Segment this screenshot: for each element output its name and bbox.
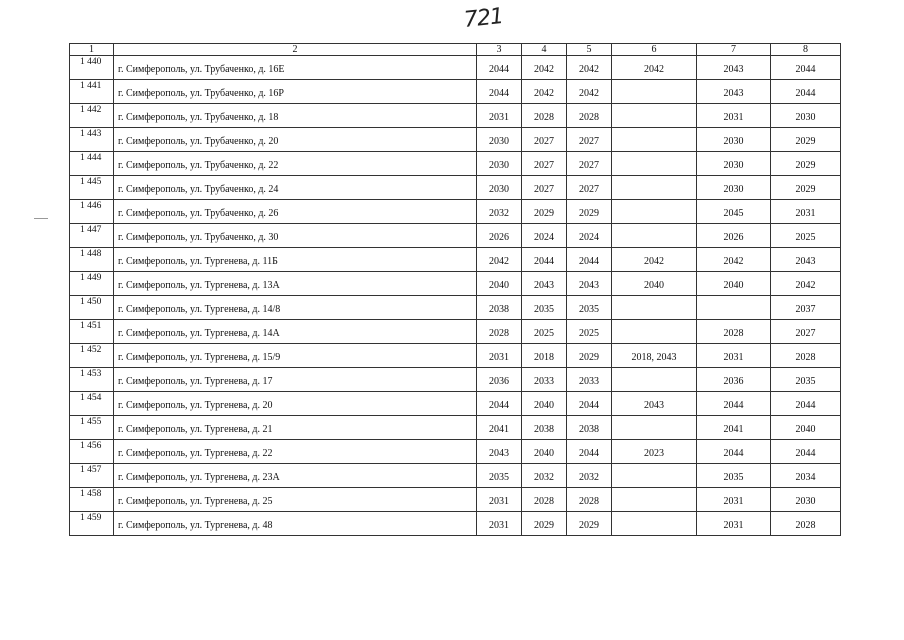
year-cell-5: 2038 [567, 416, 612, 440]
year-cell-6 [612, 104, 697, 128]
page-number: 721 [462, 4, 505, 33]
year-cell-4: 2028 [522, 104, 567, 128]
year-cell-4: 2018 [522, 344, 567, 368]
row-number: 1 448 [70, 248, 114, 272]
table-row [70, 416, 841, 440]
year-cell-8: 2025 [771, 224, 841, 248]
address-cell: г. Симферополь, ул. Трубаченко, д. 30 [114, 224, 477, 248]
year-cell-7: 2026 [697, 224, 771, 248]
row-number: 1 441 [70, 80, 114, 104]
row-number: 1 453 [70, 368, 114, 392]
year-cell-7: 2035 [697, 464, 771, 488]
column-header: 7 [697, 44, 771, 56]
year-cell-3: 2032 [477, 200, 522, 224]
header-row [70, 44, 841, 56]
address-cell: г. Симферополь, ул. Трубаченко, д. 20 [114, 128, 477, 152]
year-cell-7: 2042 [697, 248, 771, 272]
year-cell-3: 2031 [477, 344, 522, 368]
year-cell-5: 2029 [567, 512, 612, 536]
year-cell-7: 2031 [697, 488, 771, 512]
year-cell-3: 2031 [477, 512, 522, 536]
year-cell-3: 2041 [477, 416, 522, 440]
year-cell-8: 2040 [771, 416, 841, 440]
table-row [70, 104, 841, 128]
year-cell-8: 2043 [771, 248, 841, 272]
table-body [70, 56, 841, 536]
address-cell: г. Симферополь, ул. Тургенева, д. 15/9 [114, 344, 477, 368]
table-row [70, 176, 841, 200]
column-header: 5 [567, 44, 612, 56]
year-cell-8: 2029 [771, 176, 841, 200]
row-number: 1 457 [70, 464, 114, 488]
year-cell-4: 2044 [522, 248, 567, 272]
year-cell-6 [612, 296, 697, 320]
year-cell-8: 2037 [771, 296, 841, 320]
year-cell-3: 2030 [477, 176, 522, 200]
year-cell-7: 2041 [697, 416, 771, 440]
year-cell-8: 2044 [771, 440, 841, 464]
year-cell-4: 2027 [522, 152, 567, 176]
year-cell-8: 2034 [771, 464, 841, 488]
year-cell-6 [612, 488, 697, 512]
year-cell-4: 2035 [522, 296, 567, 320]
year-cell-8: 2035 [771, 368, 841, 392]
address-cell: г. Симферополь, ул. Тургенева, д. 11Б [114, 248, 477, 272]
address-cell: г. Симферополь, ул. Трубаченко, д. 26 [114, 200, 477, 224]
address-cell: г. Симферополь, ул. Тургенева, д. 25 [114, 488, 477, 512]
year-cell-8: 2030 [771, 104, 841, 128]
year-cell-7: 2031 [697, 512, 771, 536]
year-cell-6: 2042 [612, 56, 697, 80]
table-row [70, 440, 841, 464]
year-cell-5: 2044 [567, 392, 612, 416]
year-cell-6 [612, 416, 697, 440]
year-cell-3: 2044 [477, 56, 522, 80]
year-cell-8: 2044 [771, 80, 841, 104]
table-row [70, 392, 841, 416]
year-cell-7: 2043 [697, 56, 771, 80]
address-cell: г. Симферополь, ул. Трубаченко, д. 16Р [114, 80, 477, 104]
address-cell: г. Симферополь, ул. Тургенева, д. 21 [114, 416, 477, 440]
table-row [70, 128, 841, 152]
year-cell-3: 2031 [477, 104, 522, 128]
row-number: 1 455 [70, 416, 114, 440]
address-cell: г. Симферополь, ул. Трубаченко, д. 18 [114, 104, 477, 128]
year-cell-4: 2042 [522, 80, 567, 104]
year-cell-8: 2028 [771, 344, 841, 368]
year-cell-5: 2024 [567, 224, 612, 248]
year-cell-3: 2026 [477, 224, 522, 248]
year-cell-6 [612, 80, 697, 104]
year-cell-4: 2025 [522, 320, 567, 344]
year-cell-8: 2030 [771, 488, 841, 512]
year-cell-5: 2027 [567, 176, 612, 200]
row-number: 1 450 [70, 296, 114, 320]
year-cell-6: 2042 [612, 248, 697, 272]
year-cell-4: 2043 [522, 272, 567, 296]
year-cell-5: 2029 [567, 344, 612, 368]
year-cell-5: 2028 [567, 488, 612, 512]
year-cell-3: 2028 [477, 320, 522, 344]
year-cell-7: 2045 [697, 200, 771, 224]
year-cell-7: 2040 [697, 272, 771, 296]
table-row [70, 80, 841, 104]
year-cell-7: 2036 [697, 368, 771, 392]
row-number: 1 447 [70, 224, 114, 248]
address-cell: г. Симферополь, ул. Тургенева, д. 14А [114, 320, 477, 344]
year-cell-7: 2043 [697, 80, 771, 104]
year-cell-6 [612, 512, 697, 536]
year-cell-8: 2042 [771, 272, 841, 296]
year-cell-3: 2030 [477, 128, 522, 152]
row-number: 1 454 [70, 392, 114, 416]
column-header: 4 [522, 44, 567, 56]
row-number: 1 451 [70, 320, 114, 344]
row-number: 1 459 [70, 512, 114, 536]
year-cell-6 [612, 128, 697, 152]
year-cell-4: 2029 [522, 512, 567, 536]
row-number: 1 440 [70, 56, 114, 80]
year-cell-8: 2031 [771, 200, 841, 224]
address-cell: г. Симферополь, ул. Трубаченко, д. 24 [114, 176, 477, 200]
year-cell-5: 2027 [567, 128, 612, 152]
year-cell-3: 2036 [477, 368, 522, 392]
row-number: 1 456 [70, 440, 114, 464]
year-cell-3: 2043 [477, 440, 522, 464]
year-cell-7: 2031 [697, 344, 771, 368]
year-cell-4: 2033 [522, 368, 567, 392]
table-row [70, 512, 841, 536]
address-cell: г. Симферополь, ул. Тургенева, д. 22 [114, 440, 477, 464]
table-row [70, 56, 841, 80]
year-cell-4: 2027 [522, 176, 567, 200]
year-cell-4: 2027 [522, 128, 567, 152]
column-header: 3 [477, 44, 522, 56]
year-cell-7: 2031 [697, 104, 771, 128]
year-cell-4: 2038 [522, 416, 567, 440]
year-cell-6: 2023 [612, 440, 697, 464]
table-row [70, 224, 841, 248]
year-cell-6: 2043 [612, 392, 697, 416]
year-cell-5: 2042 [567, 80, 612, 104]
column-header: 1 [70, 44, 114, 56]
year-cell-7: 2030 [697, 176, 771, 200]
row-number: 1 445 [70, 176, 114, 200]
year-cell-5: 2043 [567, 272, 612, 296]
year-cell-3: 2040 [477, 272, 522, 296]
year-cell-3: 2031 [477, 488, 522, 512]
year-cell-6 [612, 464, 697, 488]
column-header: 8 [771, 44, 841, 56]
table-row [70, 272, 841, 296]
address-cell: г. Симферополь, ул. Тургенева, д. 48 [114, 512, 477, 536]
year-cell-6 [612, 176, 697, 200]
year-cell-6 [612, 368, 697, 392]
year-cell-5: 2025 [567, 320, 612, 344]
table-row [70, 200, 841, 224]
year-cell-4: 2028 [522, 488, 567, 512]
year-cell-3: 2044 [477, 80, 522, 104]
year-cell-3: 2044 [477, 392, 522, 416]
year-cell-5: 2028 [567, 104, 612, 128]
year-cell-5: 2033 [567, 368, 612, 392]
year-cell-5: 2035 [567, 296, 612, 320]
address-cell: г. Симферополь, ул. Тургенева, д. 14/8 [114, 296, 477, 320]
year-cell-6 [612, 200, 697, 224]
address-cell: г. Симферополь, ул. Тургенева, д. 20 [114, 392, 477, 416]
address-cell: г. Симферополь, ул. Трубаченко, д. 16Е [114, 56, 477, 80]
column-header: 6 [612, 44, 697, 56]
row-number: 1 446 [70, 200, 114, 224]
year-cell-8: 2044 [771, 56, 841, 80]
row-number: 1 442 [70, 104, 114, 128]
address-cell: г. Симферополь, ул. Тургенева, д. 17 [114, 368, 477, 392]
year-cell-3: 2042 [477, 248, 522, 272]
year-cell-5: 2032 [567, 464, 612, 488]
table-row [70, 152, 841, 176]
year-cell-3: 2035 [477, 464, 522, 488]
table-row [70, 296, 841, 320]
row-number: 1 458 [70, 488, 114, 512]
year-cell-7: 2044 [697, 440, 771, 464]
year-cell-8: 2028 [771, 512, 841, 536]
row-number: 1 444 [70, 152, 114, 176]
year-cell-6: 2018, 2043 [612, 344, 697, 368]
address-cell: г. Симферополь, ул. Тургенева, д. 23А [114, 464, 477, 488]
table-row [70, 320, 841, 344]
year-cell-5: 2044 [567, 248, 612, 272]
table-row [70, 248, 841, 272]
register-table [69, 43, 841, 536]
row-number: 1 452 [70, 344, 114, 368]
year-cell-7: 2030 [697, 152, 771, 176]
year-cell-3: 2038 [477, 296, 522, 320]
address-cell: г. Симферополь, ул. Тургенева, д. 13А [114, 272, 477, 296]
table-row [70, 344, 841, 368]
row-number: 1 443 [70, 128, 114, 152]
table-row [70, 488, 841, 512]
year-cell-5: 2027 [567, 152, 612, 176]
year-cell-4: 2024 [522, 224, 567, 248]
year-cell-7: 2044 [697, 392, 771, 416]
year-cell-4: 2029 [522, 200, 567, 224]
column-header: 2 [114, 44, 477, 56]
year-cell-8: 2029 [771, 128, 841, 152]
year-cell-4: 2040 [522, 392, 567, 416]
year-cell-5: 2044 [567, 440, 612, 464]
year-cell-4: 2040 [522, 440, 567, 464]
scan-mark [34, 218, 48, 219]
year-cell-5: 2029 [567, 200, 612, 224]
year-cell-7: 2028 [697, 320, 771, 344]
table-row [70, 368, 841, 392]
row-number: 1 449 [70, 272, 114, 296]
year-cell-6 [612, 152, 697, 176]
year-cell-3: 2030 [477, 152, 522, 176]
year-cell-8: 2027 [771, 320, 841, 344]
year-cell-6 [612, 320, 697, 344]
year-cell-8: 2044 [771, 392, 841, 416]
year-cell-6 [612, 224, 697, 248]
year-cell-5: 2042 [567, 56, 612, 80]
year-cell-6: 2040 [612, 272, 697, 296]
year-cell-7 [697, 296, 771, 320]
address-cell: г. Симферополь, ул. Трубаченко, д. 22 [114, 152, 477, 176]
year-cell-4: 2032 [522, 464, 567, 488]
year-cell-8: 2029 [771, 152, 841, 176]
year-cell-7: 2030 [697, 128, 771, 152]
table-row [70, 464, 841, 488]
year-cell-4: 2042 [522, 56, 567, 80]
